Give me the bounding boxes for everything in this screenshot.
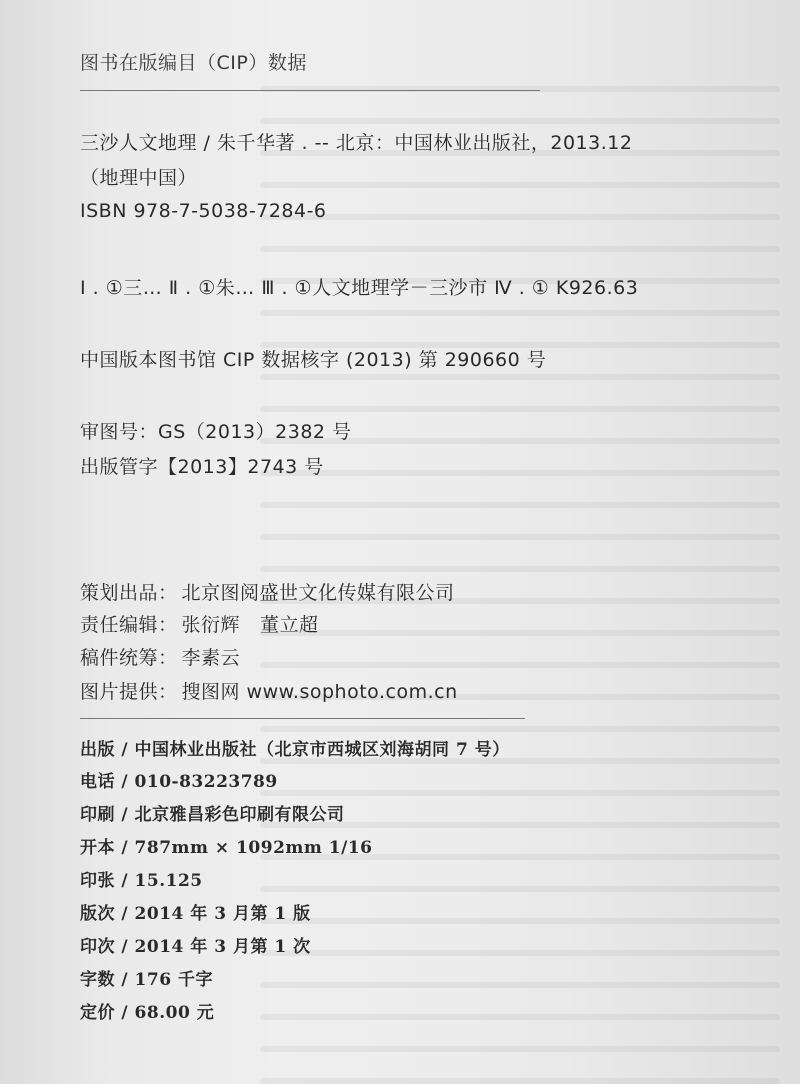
show-through-text	[260, 60, 780, 1060]
edition: 版次 / 2014 年 3 月第 1 版	[80, 904, 311, 924]
printer: 印刷 / 北京雅昌彩色印刷有限公司	[80, 805, 345, 825]
printing: 印次 / 2014 年 3 月第 1 次	[80, 937, 311, 957]
credit-value: 李素云	[181, 647, 241, 669]
credit-label: 图片提供：	[80, 681, 178, 703]
credit-value: 搜图网 www.sophoto.com.cn	[181, 681, 458, 703]
publisher: 出版 / 中国林业出版社（北京市西城区刘海胡同 7 号）	[80, 740, 510, 760]
sheets: 印张 / 15.125	[80, 871, 203, 891]
cip-entry-line1: 三沙人文地理 / 朱千华著 . -- 北京：中国林业出版社，2013.12	[80, 132, 633, 154]
publication-divider	[80, 718, 525, 719]
map-review-number: 审图号：GS（2013）2382 号	[80, 421, 352, 443]
price: 定价 / 68.00 元	[80, 1003, 215, 1023]
credit-row	[80, 643, 240, 670]
phone: 电话 / 010-83223789	[80, 772, 278, 792]
cip-divider	[80, 90, 540, 91]
credit-row	[80, 677, 458, 704]
credit-label: 稿件统筹：	[80, 647, 178, 669]
isbn: ISBN 978-7-5038-7284-6	[80, 200, 327, 222]
credit-row	[80, 578, 455, 605]
format: 开本 / 787mm × 1092mm 1/16	[80, 838, 373, 858]
credit-row	[80, 610, 319, 637]
credit-label: 策划出品：	[80, 582, 178, 604]
cip-entry-line2: （地理中国）	[80, 167, 198, 189]
word-count: 字数 / 176 千字	[80, 970, 213, 990]
credit-label: 责任编辑：	[80, 614, 178, 636]
credit-value: 张衍辉	[181, 614, 241, 636]
publish-permit: 出版管字【2013】2743 号	[80, 456, 324, 478]
cip-approval: 中国版本图书馆 CIP 数据核字 (2013) 第 290660 号	[80, 349, 547, 371]
cip-title: 图书在版编目（CIP）数据	[80, 52, 307, 74]
credit-value: 北京图阅盛世文化传媒有限公司	[181, 582, 455, 604]
classification: Ⅰ . ①三… Ⅱ . ①朱… Ⅲ . ①人文地理学－三沙市 Ⅳ . ① K926.63	[80, 277, 639, 299]
credit-extra: 董立超	[260, 614, 319, 636]
